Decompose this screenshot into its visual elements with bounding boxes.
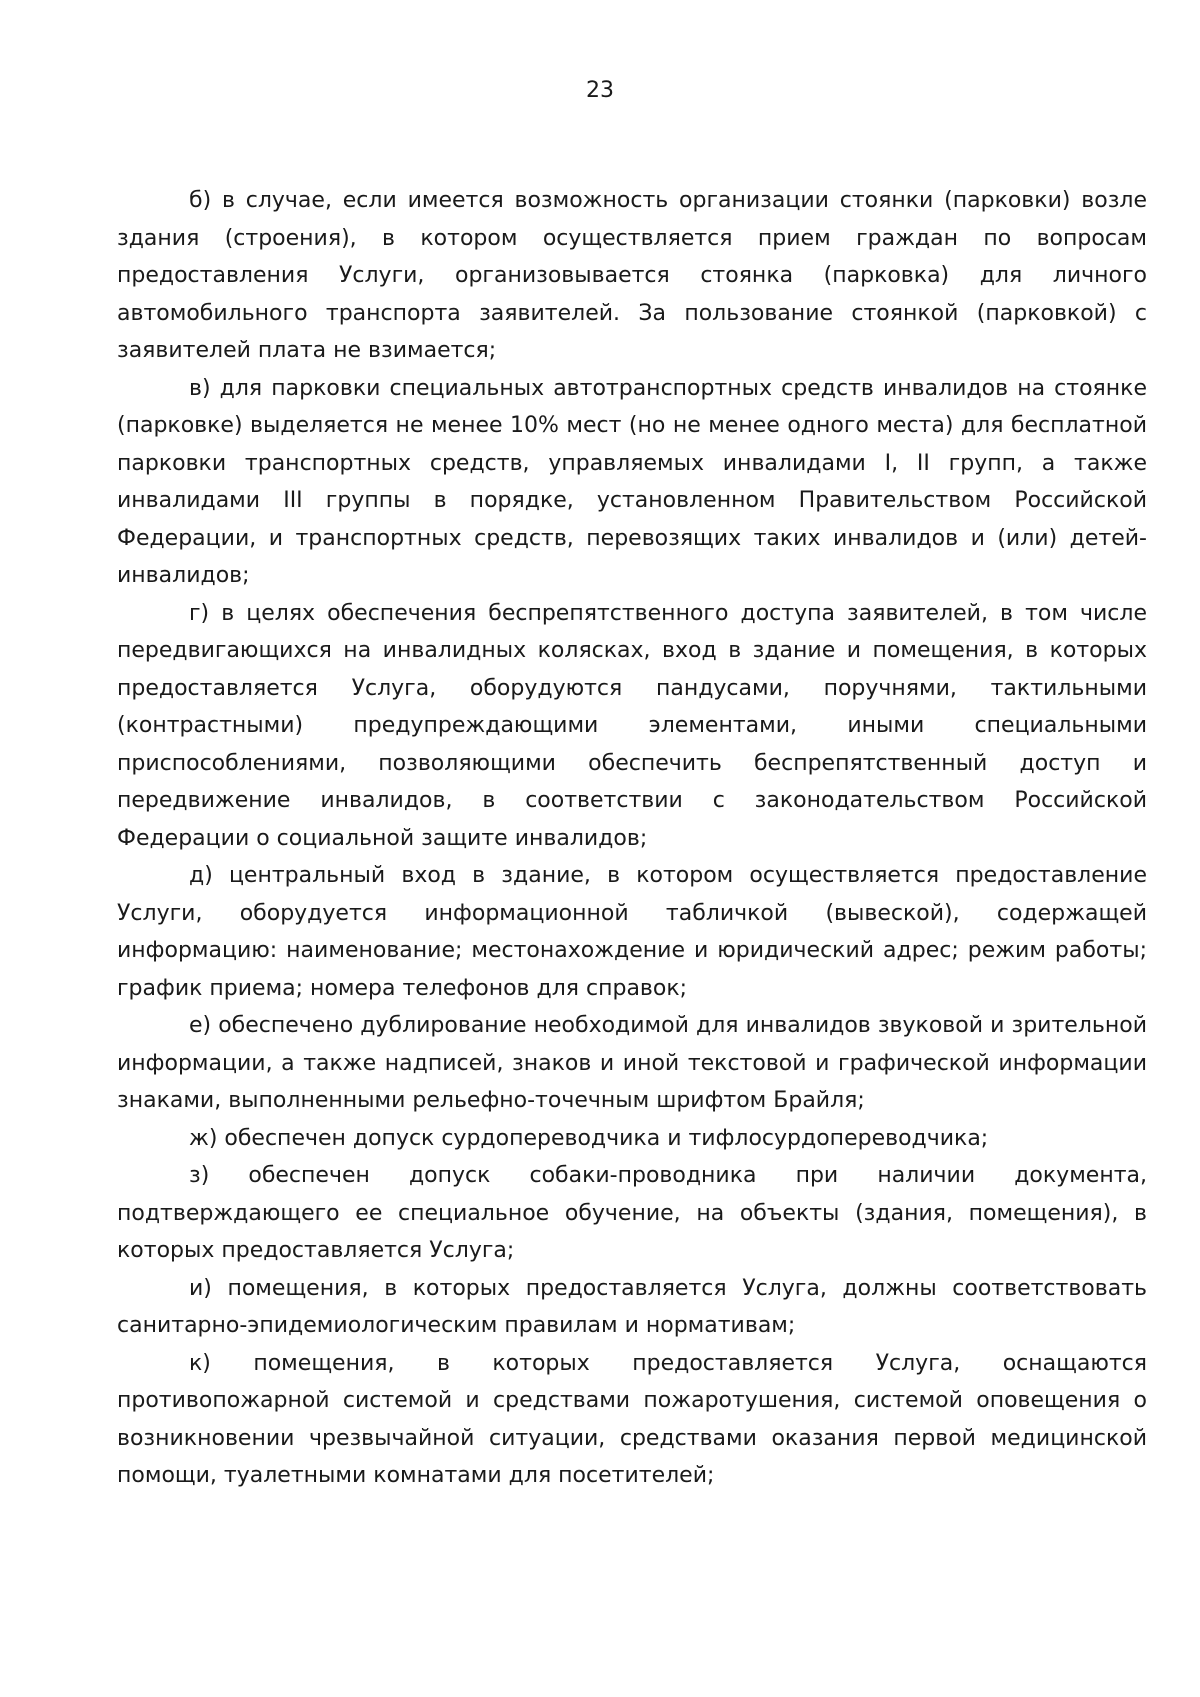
paragraph-b-parking: б) в случае, если имеется возможность организации стоянки (парковки) возле здания (строения), в котором осуществляется прием граждан по вопросам предоставления Услуги, организовывается стоянка (парковка) для личного автомобильного транспорта заявителей. За пользование стоянкой (парковкой) с заявителей плата не взимается; bbox=[117, 188, 1147, 363]
paragraph-zh-sign-interpreter: ж) обеспечен допуск сурдопереводчика и тифлосурдопереводчика; bbox=[189, 1125, 989, 1151]
paragraph-v-disabled-parking: в) для парковки специальных автотранспортных средств инвалидов на стоянке (парковке) выделяется не менее 10% мест (но не менее одного места) для бесплатной парковки транспортных средств, управляемых инвалидами I, II групп, а также инвалидами III группы в порядке, установленном Правительством Российской Федерации, и транспортных средств, перевозящих таких инвалидов и (или) детей-инвалидов; bbox=[117, 375, 1147, 588]
paragraph-i-sanitary-rules: и) помещения, в которых предоставляется Услуга, должны соответствовать санитарно-эпидемиологическим правилам и нормативам; bbox=[117, 1275, 1147, 1338]
paragraph-k-fire-safety: к) помещения, в которых предоставляется Услуга, оснащаются противопожарной системой и средствами пожаротушения, системой оповещения о возникновении чрезвычайной ситуации, средствами оказания первой медицинской помощи, туалетными комнатами для посетителей; bbox=[117, 1350, 1147, 1488]
paragraph-g-barrier-free-access: г) в целях обеспечения беспрепятственного доступа заявителей, в том числе передвигающихся на инвалидных колясках, вход в здание и помещения, в которых предоставляется Услуга, оборудуются пандусами, поручнями, тактильными (контрастными) предупреждающими элементами, иными специальными приспособлениями, позволяющими обеспечить беспрепятственный доступ и передвижение инвалидов, в соответствии с законодательством Российской Федерации о социальной защите инвалидов; bbox=[117, 600, 1147, 851]
paragraph-d-entrance-sign: д) центральный вход в здание, в котором осуществляется предоставление Услуги, оборудуется информационной табличкой (вывеской), содержащей информацию: наименование; местонахождение и юридический адрес; режим работы; график приема; номера телефонов для справок; bbox=[117, 863, 1147, 1001]
page-number: 23 bbox=[586, 78, 614, 103]
document-body bbox=[117, 182, 1147, 1495]
paragraph-e-braille-info: е) обеспечено дублирование необходимой для инвалидов звуковой и зрительной информации, а также надписей, знаков и иной текстовой и графической информации знаками, выполненными рельефно-точечным шрифтом Брайля; bbox=[117, 1013, 1147, 1113]
paragraph-z-guide-dog: з) обеспечен допуск собаки-проводника при наличии документа, подтверждающего ее специальное обучение, на объекты (здания, помещения), в которых предоставляется Услуга; bbox=[117, 1163, 1147, 1263]
